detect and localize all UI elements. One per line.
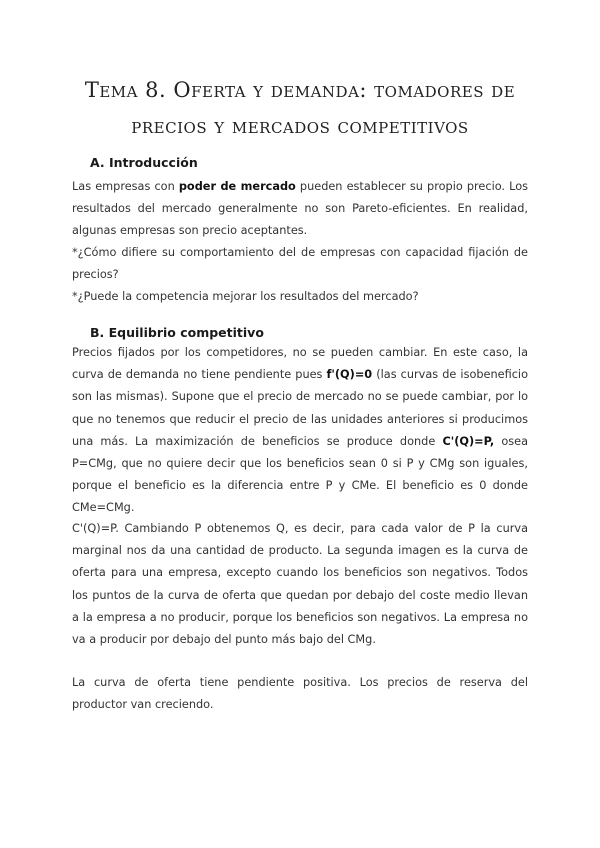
positive-slope-paragraph: La curva de oferta tiene pendiente positiva. Los precios de reserva del productor van creciendo.: [72, 676, 528, 712]
equilibrium-paragraph: [72, 342, 528, 520]
page-title: Tema 8. Oferta y demanda: tomadores de precios y mercados competitivos: [84, 78, 516, 138]
supply-curve-paragraph: C'(Q)=P. Cambiando P obtenemos Q, es decir, para cada valor de P la curva marginal nos da una cantidad de producto. La segunda imagen es la curva de oferta para una empresa, excepto cuando los beneficios son negativos. Todos los puntos de la curva de oferta que quedan por debajo del coste medio llevan a la empresa a no producir, porque los beneficios son negativos. La empresa no va a producir por debajo del punto más bajo del CMg.: [72, 522, 528, 647]
marginal-cost-formula: C'(Q)=P,: [442, 434, 495, 448]
section-b-heading: B. Equilibrio competitivo: [90, 325, 264, 340]
section-a-heading: A. Introducción: [90, 155, 198, 170]
equilibrium-text-b: (las curvas de isobeneficio son las mismas). Supone que el precio de mercado no se puede cambiar, por lo que no tenemos que reducir el precio de las unidades anteriores si producimos una más. La maximización de beneficios se produce donde: [72, 368, 528, 448]
intro-text-end: pueden establecer su propio precio. Los resultados del mercado generalmente no son Pareto-eficientes. En realidad, algunas empresas son precio aceptantes.: [72, 180, 529, 238]
intro-text-start: Las empresas con: [72, 180, 179, 193]
question-2: *¿Puede la competencia mejorar los resultados del mercado?: [72, 290, 419, 303]
equilibrium-text-c: osea P=CMg, que no quiere decir que los beneficios sean 0 si P y CMg son iguales, porque el beneficio es la diferencia entre P y CMe. El beneficio es 0 donde CMe=CMg.: [72, 434, 528, 515]
intro-paragraph: [72, 176, 528, 243]
question-1: *¿Cómo difiere su comportamiento del de empresas con capacidad fijación de precios?: [72, 246, 528, 282]
equilibrium-text-a: Precios fijados por los competidores, no se pueden cambiar. En este caso, la curva de demanda no tiene pendiente pues: [72, 346, 528, 382]
zero-slope-formula: f'(Q)=0: [326, 368, 373, 382]
market-power-term: poder de mercado: [178, 180, 296, 193]
